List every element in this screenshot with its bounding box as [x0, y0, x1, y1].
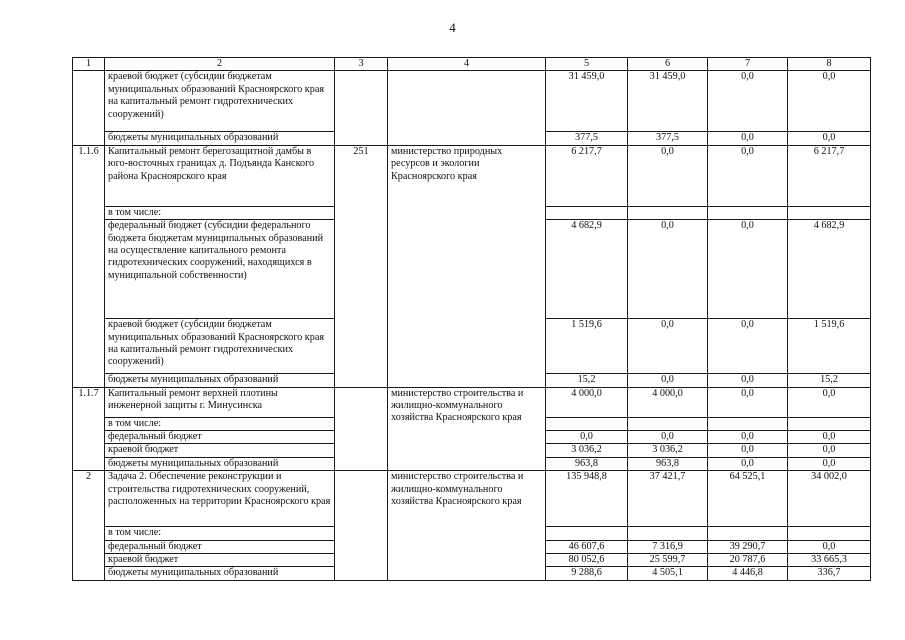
value-col6: 37 421,7 — [628, 471, 708, 527]
value-col8: 6 217,7 — [788, 145, 871, 206]
column-header: 3 — [335, 58, 388, 71]
value-col8: 0,0 — [788, 132, 871, 145]
value-col7: 0,0 — [708, 387, 788, 417]
value-col6: 0,0 — [628, 431, 708, 444]
value-col6: 0,0 — [628, 374, 708, 387]
column-header: 4 — [388, 58, 546, 71]
executor-cell: министерство строительства и жилищно-коммунального хозяйства Красноярского края — [388, 387, 546, 471]
column-header: 1 — [73, 58, 105, 71]
item-number-cell — [73, 71, 105, 145]
item-number-cell: 1.1.7 — [73, 387, 105, 471]
value-col5: 46 607,6 — [546, 540, 628, 553]
column-header: 7 — [708, 58, 788, 71]
description-cell: бюджеты муниципальных образований — [105, 457, 335, 470]
executor-cell: министерство природных ресурсов и экологии Красноярского края — [388, 145, 546, 387]
description-cell: Капитальный ремонт берегозащитной дамбы в юго-восточных границах д. Подъянда Канского района Красноярского края — [105, 145, 335, 206]
column-header: 2 — [105, 58, 335, 71]
value-col8: 0,0 — [788, 457, 871, 470]
item-number-cell: 1.1.6 — [73, 145, 105, 387]
value-col6: 0,0 — [628, 145, 708, 206]
value-col7: 39 290,7 — [708, 540, 788, 553]
budget-table — [72, 57, 871, 581]
value-col5: 4 000,0 — [546, 387, 628, 417]
value-col6: 0,0 — [628, 319, 708, 374]
table-row — [73, 145, 871, 206]
value-col7: 0,0 — [708, 431, 788, 444]
description-cell: краевой бюджет (субсидии бюджетам муниципальных образований Красноярского края на капитальный ремонт гидротехнических сооружений) — [105, 319, 335, 374]
value-col8: 0,0 — [788, 71, 871, 132]
value-col5: 0,0 — [546, 431, 628, 444]
value-col5: 4 682,9 — [546, 220, 628, 319]
description-cell: федеральный бюджет (субсидии федерального бюджета бюджетам муниципальных образований на осуществление капитального ремонта гидротехнических сооружений, находящихся в муниципальной собственности) — [105, 220, 335, 319]
value-col7: 0,0 — [708, 457, 788, 470]
value-col5: 135 948,8 — [546, 471, 628, 527]
table-row — [73, 471, 871, 527]
code-cell — [335, 71, 388, 145]
value-col5: 80 052,6 — [546, 554, 628, 567]
value-col6: 963,8 — [628, 457, 708, 470]
column-number-row — [73, 58, 871, 71]
description-cell: в том числе: — [105, 527, 335, 540]
value-col5: 3 036,2 — [546, 444, 628, 457]
value-col6: 7 316,9 — [628, 540, 708, 553]
value-col8: 34 002,0 — [788, 471, 871, 527]
value-col7: 0,0 — [708, 374, 788, 387]
value-col7: 20 787,6 — [708, 554, 788, 567]
value-col8: 33 665,3 — [788, 554, 871, 567]
executor-cell: министерство строительства и жилищно-коммунального хозяйства Красноярского края — [388, 471, 546, 581]
value-col8: 15,2 — [788, 374, 871, 387]
item-number-cell: 2 — [73, 471, 105, 581]
value-col6: 4 000,0 — [628, 387, 708, 417]
value-col8: 0,0 — [788, 431, 871, 444]
value-col7: 0,0 — [708, 71, 788, 132]
value-col7: 0,0 — [708, 220, 788, 319]
value-col8: 4 682,9 — [788, 220, 871, 319]
description-cell: бюджеты муниципальных образований — [105, 567, 335, 580]
value-col7: 0,0 — [708, 444, 788, 457]
value-col5: 15,2 — [546, 374, 628, 387]
value-col5: 377,5 — [546, 132, 628, 145]
code-cell — [335, 387, 388, 471]
description-cell: краевой бюджет (субсидии бюджетам муниципальных образований Красноярского края на капитальный ремонт гидротехнических сооружений) — [105, 71, 335, 132]
value-col8: 0,0 — [788, 540, 871, 553]
value-col7: 0,0 — [708, 145, 788, 206]
description-cell: Задача 2. Обеспечение реконструкции и строительства гидротехнических сооружений, расположенных на территории Красноярского края — [105, 471, 335, 527]
code-cell — [335, 471, 388, 581]
value-col6: 0,0 — [628, 220, 708, 319]
column-header: 6 — [628, 58, 708, 71]
value-col8: 1 519,6 — [788, 319, 871, 374]
value-col5: 31 459,0 — [546, 71, 628, 132]
value-col8: 0,0 — [788, 444, 871, 457]
value-col6: 377,5 — [628, 132, 708, 145]
description-cell: бюджеты муниципальных образований — [105, 374, 335, 387]
table-row — [73, 387, 871, 417]
table-row — [73, 71, 871, 132]
value-col5: 6 217,7 — [546, 145, 628, 206]
code-cell: 251 — [335, 145, 388, 387]
value-col5: 963,8 — [546, 457, 628, 470]
value-col5: 9 288,6 — [546, 567, 628, 580]
description-cell: федеральный бюджет — [105, 540, 335, 553]
value-col7: 0,0 — [708, 132, 788, 145]
description-cell: в том числе: — [105, 206, 335, 219]
value-col6: 31 459,0 — [628, 71, 708, 132]
value-col5: 1 519,6 — [546, 319, 628, 374]
description-cell: бюджеты муниципальных образований — [105, 132, 335, 145]
column-header: 8 — [788, 58, 871, 71]
value-col8: 336,7 — [788, 567, 871, 580]
description-cell: федеральный бюджет — [105, 431, 335, 444]
description-cell: краевой бюджет — [105, 444, 335, 457]
value-col6: 3 036,2 — [628, 444, 708, 457]
description-cell: Капитальный ремонт верхней плотины инженерной защиты г. Минусинска — [105, 387, 335, 417]
page-number: 4 — [449, 20, 456, 35]
value-col7: 64 525,1 — [708, 471, 788, 527]
column-header: 5 — [546, 58, 628, 71]
value-col8: 0,0 — [788, 387, 871, 417]
value-col6: 25 599,7 — [628, 554, 708, 567]
description-cell: краевой бюджет — [105, 554, 335, 567]
value-col7: 4 446,8 — [708, 567, 788, 580]
description-cell: в том числе: — [105, 417, 335, 430]
value-col6: 4 505,1 — [628, 567, 708, 580]
executor-cell — [388, 71, 546, 145]
value-col7: 0,0 — [708, 319, 788, 374]
